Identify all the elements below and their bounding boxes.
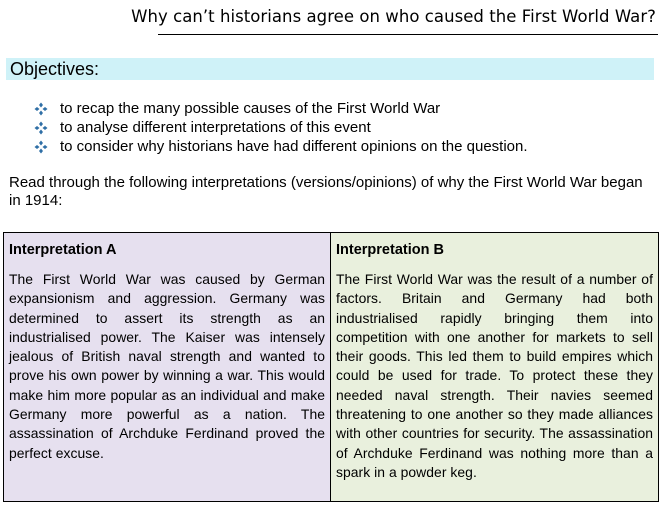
interpretations-table [3, 232, 659, 502]
objective-item [34, 118, 528, 137]
intro-paragraph: Read through the following interpretations (versions/opinions) of why the First World War began in 1914: [9, 174, 643, 209]
objectives-list [34, 99, 528, 156]
page-title: Why can’t historians agree on who caused the First World War? [131, 7, 656, 26]
diamond-bullet-icon [34, 102, 48, 116]
interpretation-b-cell [331, 233, 658, 501]
interpretation-b-heading: Interpretation B [336, 242, 444, 258]
objectives-title: Objectives: [10, 59, 100, 79]
interpretation-a-heading: Interpretation A [9, 242, 117, 258]
objective-text: to consider why historians have had different opinions on the question. [60, 138, 528, 155]
objectives-banner [6, 58, 654, 80]
objective-item [34, 99, 528, 118]
interpretation-a-text: The First World War was caused by German expansionism and aggression. Germany was determined to assert its strength as an industrialised power. The Kaiser was intensely jealous of British naval strength and wanted to prove his own power by winning a war. This would make him more popular as an individual and make Germany more powerful as a nation. The assassination of Archduke Ferdinand proved the perfect excuse. [9, 271, 325, 461]
diamond-bullet-icon [34, 140, 48, 154]
header-underline [158, 34, 658, 35]
interpretation-a-cell [4, 233, 331, 501]
objective-text: to recap the many possible causes of the First World War [60, 100, 441, 117]
diamond-bullet-icon [34, 121, 48, 135]
objective-item [34, 137, 528, 156]
page-header [0, 0, 664, 36]
interpretation-b-text: The First World War was the result of a number of factors. Britain and Germany had both industrialised rapidly bringing them into competition with one another for markets to sell their goods. This led them to build empires which could be used for trade. To protect these they needed naval strength. Their navies seemed threatening to one another so they made alliances with other countries for security. The assassination of Archduke Ferdinand was nothing more than a spark in a powder keg. [336, 271, 653, 480]
objective-text: to analyse different interpretations of this event [60, 119, 371, 136]
